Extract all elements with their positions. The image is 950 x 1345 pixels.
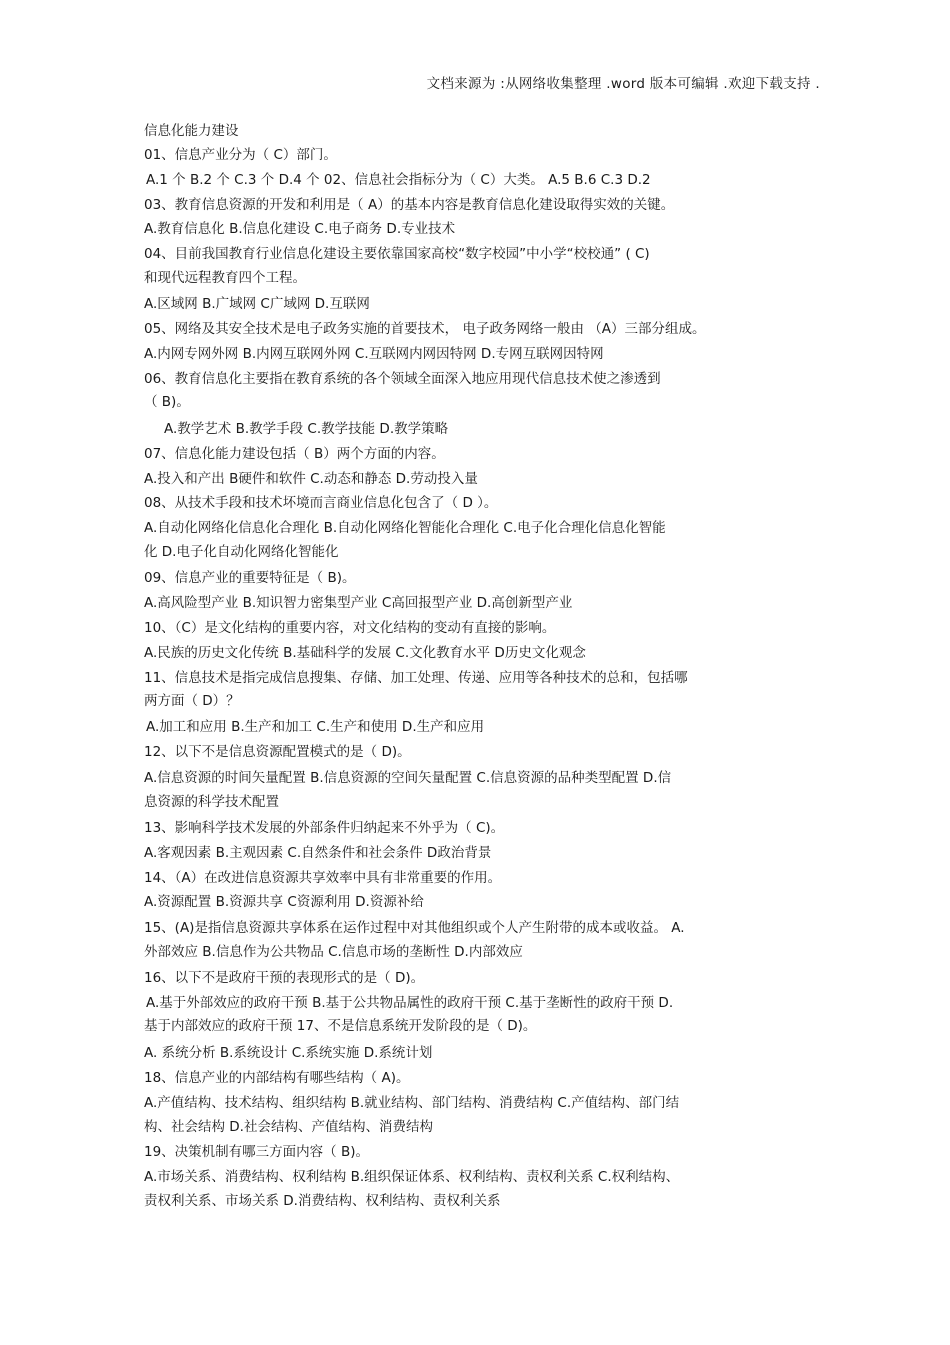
text-line: A.加工和应用 B.生产和加工 C.生产和使用 D.生产和应用 bbox=[146, 719, 485, 735]
text-line: 化 D.电子化自动化网络化智能化 bbox=[144, 544, 339, 560]
text-line: 11、信息技术是指完成信息搜集、存储、加工处理、传递、应用等各种技术的总和，包括哪 bbox=[144, 670, 688, 686]
text-line: A.区域网 B.广域网 C广域网 D.互联网 bbox=[144, 296, 370, 312]
text-line: A.资源配置 B.资源共享 C资源利用 D.资源补给 bbox=[144, 894, 424, 910]
text-line: 构、社会结构 D.社会结构、产值结构、消费结构 bbox=[144, 1119, 433, 1135]
text-line: 息资源的科学技术配置 bbox=[144, 794, 279, 810]
text-line: 13、影响科学技术发展的外部条件归纳起来不外乎为（ C)。 bbox=[144, 820, 505, 836]
text-line: 05、网络及其安全技术是电子政务实施的首要技术， 电子政务网络一般由 （A）三部分组成。 bbox=[144, 321, 706, 337]
text-line: 基于内部效应的政府干预 17、不是信息系统开发阶段的是（ D)。 bbox=[144, 1018, 537, 1034]
text-line: A.教育信息化 B.信息化建设 C.电子商务 D.专业技术 bbox=[144, 221, 456, 237]
text-line: 18、信息产业的内部结构有哪些结构（ A)。 bbox=[144, 1070, 410, 1086]
text-line: 外部效应 B.信息作为公共物品 C.信息市场的垄断性 D.内部效应 bbox=[144, 944, 523, 960]
document-title: 信息化能力建设 bbox=[144, 123, 239, 139]
text-line: 两方面（ D）？ bbox=[144, 693, 240, 709]
text-line: A.内网专网外网 B.内网互联网外网 C.互联网内网因特网 D.专网互联网因特网 bbox=[144, 346, 604, 362]
text-line: 19、决策机制有哪三方面内容（ B)。 bbox=[144, 1144, 369, 1160]
text-line: 06、教育信息化主要指在教育系统的各个领域全面深入地应用现代信息技术使之渗透到 bbox=[144, 371, 661, 387]
text-line: 07、信息化能力建设包括（ B）两个方面的内容。 bbox=[144, 446, 445, 462]
text-line: A.信息资源的时间矢量配置 B.信息资源的空间矢量配置 C.信息资源的品种类型配置 D.信 bbox=[144, 770, 672, 786]
text-line: 01、信息产业分为（ C）部门。 bbox=[144, 147, 337, 163]
text-line: A.1 个 B.2 个 C.3 个 D.4 个 02、信息社会指标分为（ C）大类。 A.5 B.6 C.3 D.2 bbox=[146, 172, 651, 188]
text-line: 15、(A)是指信息资源共享体系在运作过程中对其他组织或个人产生附带的成本或收益。 A. bbox=[144, 920, 685, 936]
text-line: A. 系统分析 B.系统设计 C.系统实施 D.系统计划 bbox=[144, 1045, 433, 1061]
text-line: 12、以下不是信息资源配置模式的是（ D)。 bbox=[144, 744, 411, 760]
text-line: A.基于外部效应的政府干预 B.基于公共物品属性的政府干预 C.基于垄断性的政府干预 D. bbox=[146, 995, 674, 1011]
text-line: A.投入和产出 B硬件和软件 C.动态和静态 D.劳动投入量 bbox=[144, 471, 478, 487]
text-line: 和现代远程教育四个工程。 bbox=[144, 270, 306, 286]
text-line: 03、教育信息资源的开发和利用是（ A）的基本内容是教育信息化建设取得实效的关键。 bbox=[144, 197, 675, 213]
text-line: 09、信息产业的重要特征是（ B)。 bbox=[144, 570, 356, 586]
text-line: A.市场关系、消费结构、权利结构 B.组织保证体系、权利结构、责权利关系 C.权利结构、 bbox=[144, 1169, 680, 1185]
text-line: 责权利关系、市场关系 D.消费结构、权利结构、责权利关系 bbox=[144, 1193, 501, 1209]
text-line: A.民族的历史文化传统 B.基础科学的发展 C.文化教育水平 D历史文化观念 bbox=[144, 645, 586, 661]
text-line: A.产值结构、技术结构、组织结构 B.就业结构、部门结构、消费结构 C.产值结构、部门结 bbox=[144, 1095, 680, 1111]
text-line: 10、（C）是文化结构的重要内容，对文化结构的变动有直接的影响。 bbox=[144, 620, 556, 636]
text-line: 16、以下不是政府干预的表现形式的是（ D)。 bbox=[144, 970, 425, 986]
text-line: A.客观因素 B.主观因素 C.自然条件和社会条件 D政治背景 bbox=[144, 845, 492, 861]
text-line: A.教学艺术 B.教学手段 C.教学技能 D.教学策略 bbox=[164, 421, 449, 437]
text-line: 14、（A）在改进信息资源共享效率中具有非常重要的作用。 bbox=[144, 870, 502, 886]
text-line: A.自动化网络化信息化合理化 B.自动化网络化智能化合理化 C.电子化合理化信息化智能 bbox=[144, 520, 666, 536]
text-line: 08、从技术手段和技术坏境而言商业信息化包含了（ D ）。 bbox=[144, 495, 498, 511]
page-header: 文档来源为 :从网络收集整理 .word 版本可编辑 .欢迎下载支持 . bbox=[426, 76, 820, 92]
text-line: （ B)。 bbox=[144, 394, 190, 410]
text-line: A.高风险型产业 B.知识智力密集型产业 C高回报型产业 D.高创新型产业 bbox=[144, 595, 573, 611]
text-line: 04、目前我国教育行业信息化建设主要依靠国家高校“数字校园”中小学“校校通” ( C) bbox=[144, 246, 650, 262]
